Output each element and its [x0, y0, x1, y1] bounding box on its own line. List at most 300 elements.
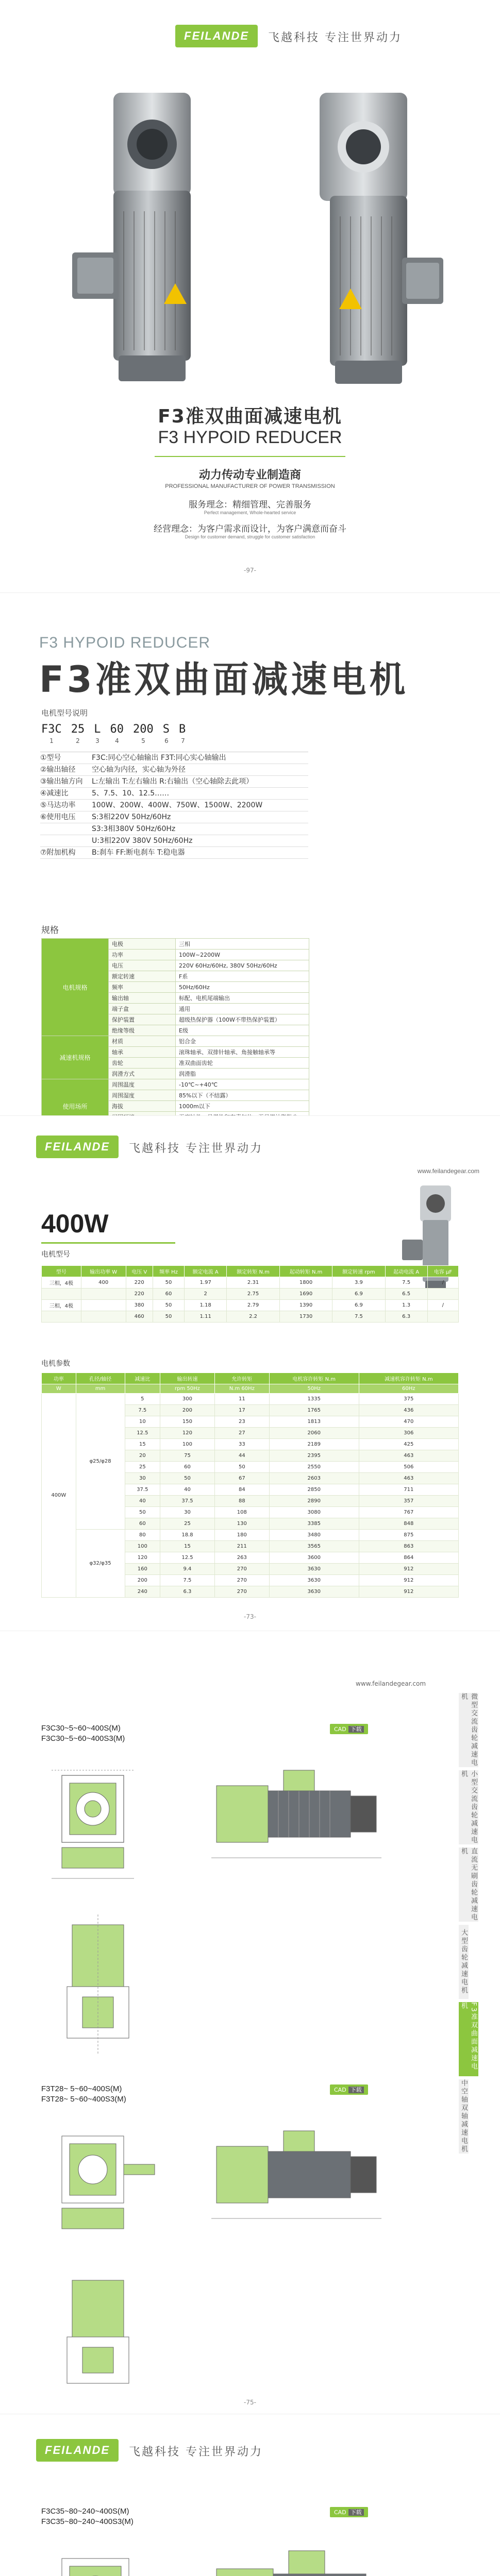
code-part: 60	[110, 723, 124, 736]
table-cell	[427, 1289, 458, 1300]
table-cell: 240	[125, 1586, 160, 1598]
model-prefix: F3T28~	[41, 2084, 69, 2093]
def-key: ⑤马达功率	[40, 801, 76, 809]
spec-value: 铝合金	[176, 1036, 309, 1047]
table-cell: 2.2	[227, 1311, 280, 1323]
brand-slogan: 飞越科技 专注世界动力	[268, 31, 402, 44]
business-concept-en: Design for customer demand, struggle for customer satisfaction	[185, 534, 315, 539]
table-cell: 67	[214, 1473, 269, 1484]
spec-key: 保护装置	[109, 1014, 176, 1025]
download-label: 下载	[348, 2087, 364, 2093]
column-unit: 60Hz	[359, 1384, 458, 1394]
spec-value: 超级热保护器（100W不带热保护装置）	[176, 1014, 309, 1025]
table-row	[42, 1300, 459, 1311]
column-unit: 50Hz	[269, 1384, 359, 1394]
model-code-caption: 电机型号说明	[41, 708, 88, 718]
def-key: ①型号	[40, 754, 61, 762]
power-cell: 400W	[42, 1394, 76, 1598]
code-part: 25	[71, 723, 85, 736]
table-cell: 75	[160, 1450, 215, 1462]
table-cell: 6.3	[385, 1311, 427, 1323]
table-cell: 425	[359, 1439, 458, 1450]
table-cell: 460	[126, 1311, 153, 1323]
spec-caption: 规格	[41, 925, 59, 936]
table-cell	[427, 1311, 458, 1323]
drawing-side-view	[206, 1755, 412, 1899]
table-cell: 15	[160, 1541, 215, 1552]
column-header: 电机容许转矩 N.m	[269, 1373, 359, 1384]
def-value: 空心轴为内径，实心轴为外径	[92, 766, 186, 774]
table-cell: 2	[185, 1289, 227, 1300]
table-cell: 1800	[279, 1277, 332, 1289]
brand-logo-text: FEILANDE	[184, 29, 249, 42]
table-row	[42, 1289, 459, 1300]
drawing-model-b1	[41, 2084, 122, 2093]
table-cell: 9.4	[160, 1564, 215, 1575]
motor-model-table	[41, 1265, 459, 1323]
w400-section	[0, 1115, 500, 1631]
param-caption: 电机参数	[41, 1360, 70, 1368]
spec-key: 电极	[109, 939, 176, 950]
drawing-front-view	[41, 1755, 206, 1899]
spec-row	[42, 939, 309, 950]
code-num: 7	[181, 737, 185, 744]
table-cell: 50	[160, 1473, 215, 1484]
table-cell: 3630	[269, 1586, 359, 1598]
side-tab[interactable]: 小型交流齿轮减速电机	[459, 1770, 478, 1848]
drawing-side-view	[206, 2115, 412, 2260]
table-row	[42, 1394, 459, 1405]
table-cell: 88	[214, 1496, 269, 1507]
spec-key: 电压	[109, 960, 176, 971]
table-cell: 20	[125, 1450, 160, 1462]
table-cell: 200	[125, 1575, 160, 1586]
table-cell: 6.3	[160, 1586, 215, 1598]
def-value: L:左输出 T:左右输出 R:右输出（空心轴除去此项）	[92, 777, 254, 786]
spec-group: 电机规格	[42, 939, 109, 1036]
table-cell: 50	[153, 1277, 184, 1289]
table-cell: 300	[160, 1394, 215, 1405]
column-header: 功率	[42, 1373, 76, 1384]
drawings-section-2	[0, 2414, 500, 2576]
column-unit: rpm 50Hz	[160, 1384, 215, 1394]
table-cell: 864	[359, 1552, 458, 1564]
table-cell: 18.8	[160, 1530, 215, 1541]
spec-value: 润滑脂	[176, 1069, 309, 1079]
drawing-front-view	[41, 2538, 206, 2576]
shaft-cell: φ32/φ35	[76, 1530, 125, 1598]
model-suffix: 5~60~400S(M)	[70, 2084, 122, 2093]
table-cell: 436	[359, 1405, 458, 1416]
brand-bar	[0, 2435, 500, 2466]
def-value: B:刹车 FF:断电刹车 T:稳电器	[92, 849, 185, 857]
table-cell: 84	[214, 1484, 269, 1496]
column-unit: W	[42, 1384, 76, 1394]
column-header: 额定电流 A	[185, 1266, 227, 1277]
column-unit	[125, 1384, 160, 1394]
table-cell	[42, 1289, 81, 1300]
table-cell: 306	[359, 1428, 458, 1439]
table-cell: 15	[125, 1439, 160, 1450]
brand-logo[interactable]	[175, 25, 258, 47]
definition-row	[40, 788, 308, 800]
spec-key: 齿轮	[109, 1058, 176, 1069]
table-cell: 60	[153, 1289, 184, 1300]
table-cell: 863	[359, 1541, 458, 1552]
table-cell: 220	[126, 1289, 153, 1300]
spec-key: 轴承	[109, 1047, 176, 1058]
table-cell: 375	[359, 1394, 458, 1405]
def-value: 5、7.5、10、12.5……	[92, 789, 170, 798]
column-header: 输出功率 W	[81, 1266, 126, 1277]
table-cell: 三相，4极	[42, 1300, 81, 1311]
table-cell: 463	[359, 1473, 458, 1484]
section-title-en: F3 HYPOID REDUCER	[39, 634, 211, 651]
drawing-model-b2	[41, 2095, 126, 2104]
drawing-side-view	[206, 2538, 423, 2576]
table-cell	[42, 1311, 81, 1323]
motor-image-right	[273, 88, 459, 386]
table-cell: 270	[214, 1564, 269, 1575]
column-header: 起动电流 A	[385, 1266, 427, 1277]
table-cell: 1.97	[185, 1277, 227, 1289]
table-cell	[81, 1300, 126, 1311]
code-num: 2	[76, 737, 80, 744]
def-value: U:3相220V 380V 50Hz/60Hz	[92, 837, 193, 845]
model-code	[41, 723, 186, 736]
spec-value: 通用	[176, 1004, 309, 1014]
table-cell: 463	[359, 1450, 458, 1462]
table-cell	[81, 1289, 126, 1300]
table-cell: 912	[359, 1586, 458, 1598]
table-cell: 767	[359, 1507, 458, 1518]
table-cell: 3630	[269, 1564, 359, 1575]
table-row	[42, 1311, 459, 1323]
table-cell: 23	[214, 1416, 269, 1428]
column-header: 减速比	[125, 1373, 160, 1384]
spec-row	[42, 1079, 309, 1090]
def-key: ⑥使用电压	[40, 813, 76, 821]
download-label: 下载	[348, 1726, 364, 1733]
side-tab[interactable]: 微型交流齿轮减速电机	[459, 1693, 478, 1770]
def-value: S:3相220V 50Hz/60Hz	[92, 813, 171, 821]
table-cell: /	[427, 1277, 458, 1289]
table-cell: 三相，4极	[42, 1277, 81, 1289]
table-cell: 7.5	[125, 1405, 160, 1416]
table-cell: 3630	[269, 1575, 359, 1586]
drawing-model-c2: F3C35~80~240~400S3(M)	[41, 2517, 134, 2526]
spec-key: 润滑方式	[109, 1069, 176, 1079]
table-cell: 506	[359, 1462, 458, 1473]
column-header: 电压 V	[126, 1266, 153, 1277]
spec-key: 频率	[109, 982, 176, 993]
table-cell: 12.5	[160, 1552, 215, 1564]
param-table	[41, 1372, 459, 1598]
spec-value: -10℃~+40℃	[176, 1079, 309, 1090]
table-cell: 10	[125, 1416, 160, 1428]
table-cell: 120	[160, 1428, 215, 1439]
website[interactable]: www.feilandegear.com	[417, 1167, 479, 1175]
table-cell: 30	[125, 1473, 160, 1484]
cover-title-en: F3 HYPOID REDUCER	[158, 428, 342, 447]
table-cell: 80	[125, 1530, 160, 1541]
spec-key: 输出轴	[109, 993, 176, 1004]
spec-value: 准双曲面齿轮	[176, 1058, 309, 1069]
cad-download-button[interactable]	[330, 2084, 368, 2095]
spec-key: 材质	[109, 1036, 176, 1047]
table-cell: 3600	[269, 1552, 359, 1564]
def-key: ③输出轴方向	[40, 777, 83, 786]
table-cell: /	[427, 1300, 458, 1311]
table-cell: 2603	[269, 1473, 359, 1484]
code-part: F3C	[41, 723, 62, 736]
def-key: ④减速比	[40, 789, 69, 798]
table-cell: 1813	[269, 1416, 359, 1428]
table-cell: 1335	[269, 1394, 359, 1405]
column-unit: N.m 60Hz	[214, 1384, 269, 1394]
def-key: ②输出轴径	[40, 766, 76, 774]
drawing-top-view	[41, 2270, 206, 2394]
power-title: 400W	[41, 1209, 109, 1238]
table-cell: 912	[359, 1564, 458, 1575]
code-num: 6	[164, 737, 169, 744]
table-cell: 3480	[269, 1530, 359, 1541]
table-cell: 470	[359, 1416, 458, 1428]
page-number: -75-	[244, 2399, 256, 2406]
table-cell: 6.9	[332, 1289, 385, 1300]
table-cell: 2395	[269, 1450, 359, 1462]
table-cell: 50	[214, 1462, 269, 1473]
cover-title-zh: F3准双曲面减速电机	[158, 406, 342, 427]
table-cell: 2550	[269, 1462, 359, 1473]
table-cell: 1390	[279, 1300, 332, 1311]
spec-key: 绝缘等级	[109, 1025, 176, 1036]
table-cell: 25	[160, 1518, 215, 1530]
definition-row	[40, 811, 308, 823]
def-key	[40, 823, 92, 835]
def-value: F3C:同心空心轴输出 F3T:同心实心轴输出	[92, 754, 226, 762]
side-tab[interactable]: 直流无刷齿轮减速电机	[459, 1848, 478, 1925]
spec-value: E级	[176, 1025, 309, 1036]
section-title-zh: F3准双曲面减速电机	[39, 658, 409, 701]
spec-table	[41, 938, 309, 1133]
definition-row	[40, 776, 308, 788]
column-unit: mm	[76, 1384, 125, 1394]
def-key: ⑦附加机构	[40, 849, 76, 857]
spec-value: 三相	[176, 939, 309, 950]
spec-value: 50Hz/60Hz	[176, 982, 309, 993]
title-rule	[41, 1242, 175, 1244]
table-cell: 6.9	[332, 1300, 385, 1311]
table-cell: 108	[214, 1507, 269, 1518]
cover-section	[0, 0, 500, 592]
spec-key: 功率	[109, 950, 176, 960]
drawing-model-a1: F3C30~5~60~400S(M)	[41, 1724, 121, 1733]
spec-row	[42, 1036, 309, 1047]
table-cell: 211	[214, 1541, 269, 1552]
drawing-front-view	[41, 2115, 206, 2260]
table-cell: 11	[214, 1394, 269, 1405]
motor-image-left	[52, 88, 237, 386]
spec-value: 标配、电机尾端输出	[176, 993, 309, 1004]
table-cell: 1.11	[185, 1311, 227, 1323]
service-concept-en: Perfect management, Whole-hearted service	[204, 510, 296, 515]
table-cell: 5	[125, 1394, 160, 1405]
definition-row	[40, 800, 308, 811]
spec-key: 周围温度	[109, 1079, 176, 1090]
page-number: -97-	[244, 567, 256, 574]
column-header: 起动转矩 N.m	[279, 1266, 332, 1277]
column-header: 额定转速 rpm	[332, 1266, 385, 1277]
model-code-numbers	[41, 737, 187, 744]
code-part: L	[94, 723, 101, 736]
table-cell: 1.3	[385, 1300, 427, 1311]
table-cell: 848	[359, 1518, 458, 1530]
side-tab-active[interactable]: F3准双曲面减速电机	[459, 2002, 478, 2079]
table-cell: 1690	[279, 1289, 332, 1300]
table-cell: 2.79	[227, 1300, 280, 1311]
website[interactable]: www.feilandegear.com	[356, 1680, 426, 1687]
table-cell: 40	[160, 1484, 215, 1496]
column-header: 电容 μF	[427, 1266, 458, 1277]
table-cell: 100	[125, 1541, 160, 1552]
table-cell: 25	[125, 1462, 160, 1473]
code-part: 200	[133, 723, 154, 736]
table-cell: 875	[359, 1530, 458, 1541]
table-cell: 263	[214, 1552, 269, 1564]
table-cell: 44	[214, 1450, 269, 1462]
def-key	[40, 835, 92, 846]
spec-group: 减速机规格	[42, 1036, 109, 1079]
definition-row	[40, 752, 308, 764]
brand-logo-text: FEILANDE	[45, 1140, 110, 1153]
table-cell: 380	[126, 1300, 153, 1311]
shaft-cell: φ25/φ28	[76, 1394, 125, 1530]
table-cell: 60	[160, 1462, 215, 1473]
table-cell: 50	[153, 1300, 184, 1311]
code-part: B	[179, 723, 186, 736]
spec-value: 85%以下（不结露）	[176, 1090, 309, 1101]
spec-key: 周围湿度	[109, 1090, 176, 1101]
code-part: S	[162, 723, 170, 736]
def-value: 100W、200W、400W、750W、1500W、2200W	[92, 801, 263, 809]
column-header: 型号	[42, 1266, 81, 1277]
table-cell: 711	[359, 1484, 458, 1496]
table-cell: 7.5	[385, 1277, 427, 1289]
table-cell: 17	[214, 1405, 269, 1416]
table-cell: 60	[125, 1518, 160, 1530]
definition-row	[40, 835, 308, 847]
brand-slogan: 飞越科技 专注世界动力	[129, 1142, 263, 1155]
table-cell: 130	[214, 1518, 269, 1530]
cad-label: CAD	[334, 2509, 346, 2516]
column-header: 频率 Hz	[153, 1266, 184, 1277]
download-label: 下载	[348, 2509, 364, 2516]
table-cell: 2060	[269, 1428, 359, 1439]
table-cell: 27	[214, 1428, 269, 1439]
table-cell: 180	[214, 1530, 269, 1541]
service-concept: 服务理念：精细管理、完善服务	[189, 500, 311, 510]
code-num: 1	[49, 737, 54, 744]
table-cell: 3.9	[332, 1277, 385, 1289]
brand-logo[interactable]	[36, 2439, 119, 2462]
cad-label: CAD	[334, 2087, 346, 2093]
table-cell	[81, 1311, 126, 1323]
definition-row	[40, 823, 308, 835]
spec-value: 滚珠轴承、双排针轴承、角接触轴承等	[176, 1047, 309, 1058]
code-num: 5	[141, 737, 145, 744]
cover-subtitle-zh: 动力传动专业制造商	[198, 469, 301, 482]
table-cell: 33	[214, 1439, 269, 1450]
spec-value: 100W~2200W	[176, 950, 309, 960]
table-cell: 150	[160, 1416, 215, 1428]
cad-download-button[interactable]	[330, 2507, 368, 2517]
table-cell: 2189	[269, 1439, 359, 1450]
table-cell: 6.5	[385, 1289, 427, 1300]
model-prefix: F3T28~	[41, 2095, 69, 2104]
business-concept: 经营理念：为客户需求而设计，为客户满意而奋斗	[154, 524, 346, 534]
spec-key: 额定转速	[109, 971, 176, 982]
table-cell: 3385	[269, 1518, 359, 1530]
model-definitions	[40, 752, 308, 859]
column-header: 输出转速	[160, 1373, 215, 1384]
spec-value: 1000m以下	[176, 1101, 309, 1112]
model-suffix: 5~60~400S3(M)	[70, 2095, 126, 2104]
table-row	[42, 1277, 459, 1289]
column-header: 允许转矩	[214, 1373, 269, 1384]
cover-divider	[155, 456, 345, 457]
cover-subtitle-en: PROFESSIONAL MANUFACTURER OF POWER TRANSMISSION	[165, 483, 335, 489]
definition-row	[40, 764, 308, 776]
spec-value: 220V 60Hz/60Hz, 380V 50Hz/60Hz	[176, 960, 309, 971]
side-tab[interactable]: 中空轴双轴减速电机	[459, 2079, 469, 2157]
table-cell: 50	[153, 1311, 184, 1323]
column-header: 孔径/轴径	[76, 1373, 125, 1384]
table-cell: 7.5	[332, 1311, 385, 1323]
spec-key: 端子盒	[109, 1004, 176, 1014]
spec-key: 海拔	[109, 1101, 176, 1112]
definition-row	[40, 847, 308, 859]
drawing-model-c1: F3C35~80~240~400S(M)	[41, 2507, 129, 2516]
table-cell: 2.75	[227, 1289, 280, 1300]
table-cell: 37.5	[160, 1496, 215, 1507]
table-cell: 3080	[269, 1507, 359, 1518]
brand-logo[interactable]	[36, 1136, 119, 1158]
table-cell: 357	[359, 1496, 458, 1507]
drawings-section-1	[0, 1631, 500, 2414]
spec-group: 使用场所	[42, 1079, 109, 1133]
page-number: -73-	[244, 1613, 256, 1620]
cad-download-button[interactable]	[330, 1724, 368, 1734]
category-side-tabs	[459, 1693, 500, 2157]
table-cell: 40	[125, 1496, 160, 1507]
side-tab[interactable]: 大型齿轮减速电机	[459, 1925, 469, 2002]
table-cell: 2890	[269, 1496, 359, 1507]
code-num: 4	[115, 737, 119, 744]
motor-model-caption: 电机型号	[41, 1250, 70, 1259]
brand-bar	[0, 21, 500, 52]
table-cell: 160	[125, 1564, 160, 1575]
table-cell: 100	[160, 1439, 215, 1450]
table-cell: 50	[125, 1507, 160, 1518]
table-cell: 2.31	[227, 1277, 280, 1289]
brand-slogan: 飞越科技 专注世界动力	[129, 2446, 263, 2459]
table-cell: 400	[81, 1277, 126, 1289]
spec-value: F系	[176, 971, 309, 982]
brand-bar	[0, 1131, 500, 1162]
table-cell: 30	[160, 1507, 215, 1518]
table-cell: 12.5	[125, 1428, 160, 1439]
